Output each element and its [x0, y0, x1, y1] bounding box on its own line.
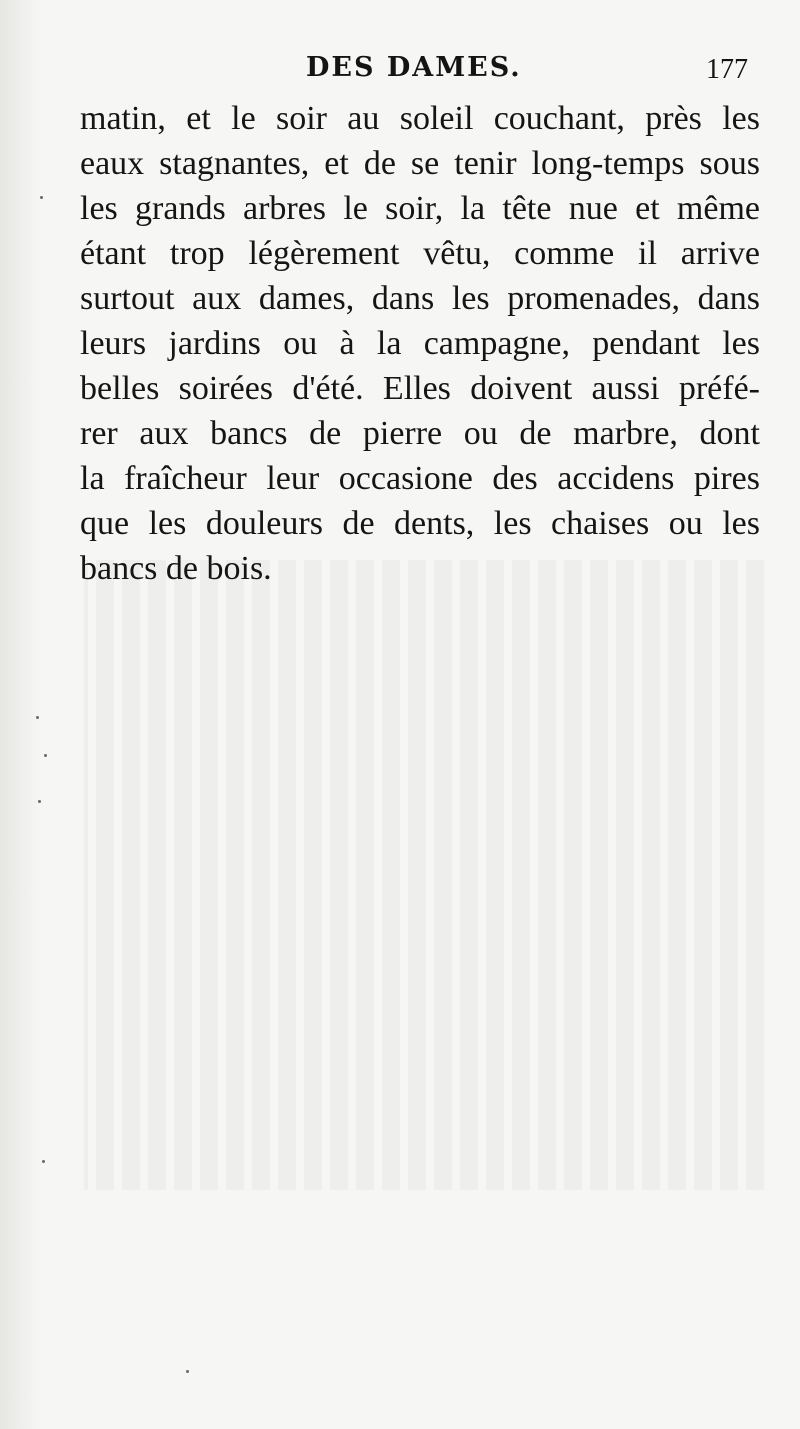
text-line: leurs jardins ou à la campagne, pendant les [80, 325, 760, 362]
text-line: les grands arbres le soir, la tête nue et même [80, 190, 760, 227]
text-line: rer aux bancs de pierre ou de marbre, dont [80, 415, 760, 452]
page-number: 177 [706, 54, 748, 85]
paper-speck [36, 716, 39, 719]
text-line: belles soirées d'été. Elles doivent aussi préfé- [80, 370, 760, 407]
text-line: la fraîcheur leur occasione des accidens pires [80, 460, 760, 497]
text-line: que les douleurs de dents, les chaises ou les [80, 505, 760, 542]
text-line: eaux stagnantes, et de se tenir long-temps sous [80, 145, 760, 182]
paper-speck [42, 1160, 45, 1163]
text-line: étant trop légèrement vêtu, comme il arrive [80, 235, 760, 272]
text-line: matin, et le soir au soleil couchant, près les [80, 100, 760, 137]
show-through-text [84, 560, 764, 1190]
text-line: surtout aux dames, dans les promenades, dans [80, 280, 760, 317]
page-header [0, 52, 800, 92]
body-paragraph [80, 96, 760, 591]
text-line-last: bancs de bois. [80, 550, 272, 587]
paper-speck [186, 1370, 189, 1373]
paper-speck [44, 754, 47, 757]
paper-speck [40, 196, 43, 199]
running-title: DES DAMES. [306, 52, 522, 83]
paper-speck [38, 800, 41, 803]
page-gutter-shadow [0, 0, 40, 1429]
